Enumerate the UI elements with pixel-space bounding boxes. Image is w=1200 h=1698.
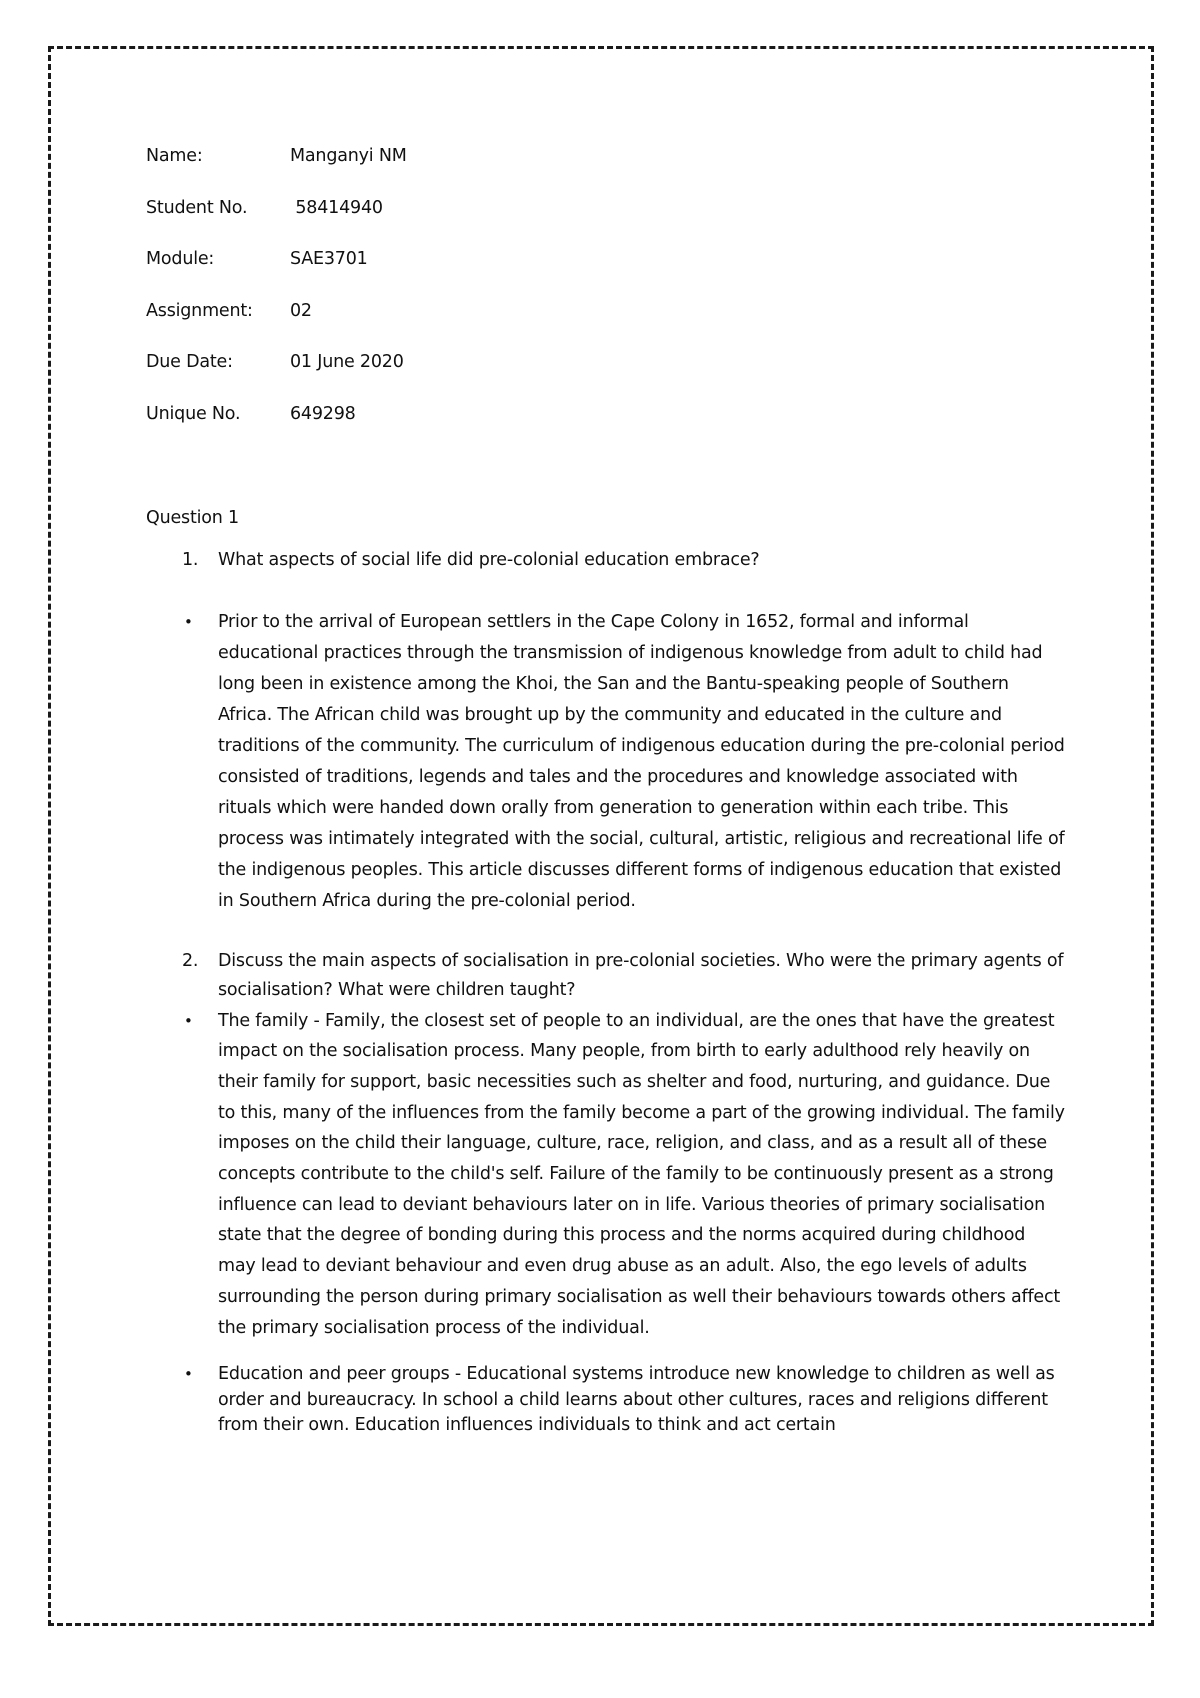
- info-label: Name:: [146, 146, 203, 166]
- info-row-due-date: [146, 351, 1066, 403]
- bullet-icon: •: [184, 1365, 193, 1384]
- info-row-student-no: [146, 197, 1066, 249]
- question-number: 2.: [182, 950, 199, 971]
- info-label: Unique No.: [146, 403, 241, 424]
- info-label: Due Date:: [146, 352, 233, 373]
- answer-text: Prior to the arrival of European settlers in the Cape Colony in 1652, formal and informal educational practices through the transmission of indigenous knowledge from adult to child had long been in existence among the Khoi, the San and the Bantu-speaking people of Southern Africa. The African child was brought up by the community and educated in the culture and traditions of the community. The curriculum of indigenous education during the pre-colonial period consisted of traditions, legends and tales and the procedures and knowledge associated with rituals which were handed down orally from generation to generation within each tribe. This process was intimately integrated with the social, cultural, artistic, religious and recreational life of the indigenous peoples. This article discusses different forms of indigenous education that existed in Southern Africa during the pre-colonial period.: [218, 612, 1065, 911]
- answer-text: The family - Family, the closest set of people to an individual, are the ones that have the greatest impact on the socialisation process. Many people, from birth to early adulthood rely heavily on their family for support, basic necessities such as shelter and food, nurturing, and guidance. Due to this, many of the influences from the family become a part of the growing individual. The family imposes on the child their language, culture, race, religion, and class, and as a result all of these concepts contribute to the child's self. Failure of the family to be continuously present as a strong influence can lead to deviant behaviours later on in life. Various theories of primary socialisation state that the degree of bonding during this process and the norms acquired during childhood may lead to deviant behaviour and even drug abuse as an adult. Also, the ego levels of adults surrounding the person during primary socialisation as well their behaviours towards others affect the primary socialisation process of the individual.: [218, 1010, 1065, 1338]
- question-number: 1.: [182, 549, 199, 570]
- info-value: Manganyi NM: [290, 146, 407, 166]
- info-row-assignment: [146, 300, 1066, 352]
- bullet-icon: •: [184, 613, 193, 632]
- document-body: [146, 145, 1066, 1439]
- question-text: What aspects of social life did pre-colonial education embrace?: [218, 549, 760, 570]
- info-label: Assignment:: [146, 300, 253, 321]
- info-value: SAE3701: [290, 249, 368, 270]
- answer-bullet-item: [146, 607, 1066, 916]
- info-row-name: [146, 145, 1066, 197]
- info-value: 02: [290, 300, 312, 321]
- question-item: [146, 545, 1066, 576]
- bullet-icon: •: [184, 1011, 193, 1030]
- info-label: Student No.: [146, 197, 248, 218]
- info-row-module: [146, 248, 1066, 300]
- info-value: 649298: [290, 403, 356, 424]
- student-info-block: [146, 145, 1066, 455]
- info-label: Module:: [146, 249, 215, 270]
- answer-text: Education and peer groups - Educational systems introduce new knowledge to children as well as order and bureaucracy. In school a child learns about other cultures, races and religions different from their own. Education influences individuals to think and act certain: [218, 1364, 1055, 1436]
- info-value: 58414940: [290, 197, 383, 218]
- question-text: Discuss the main aspects of socialisation in pre-colonial societies. Who were the primary agents of socialisation? What were children taught?: [218, 950, 1064, 1001]
- answer-bullet-item: [146, 1362, 1066, 1439]
- question-item: [146, 947, 1066, 1006]
- info-value: 01 June 2020: [290, 352, 404, 373]
- info-row-unique-no: [146, 403, 1066, 455]
- question-heading: Question 1: [146, 507, 239, 528]
- answer-bullet-item: [146, 1006, 1066, 1344]
